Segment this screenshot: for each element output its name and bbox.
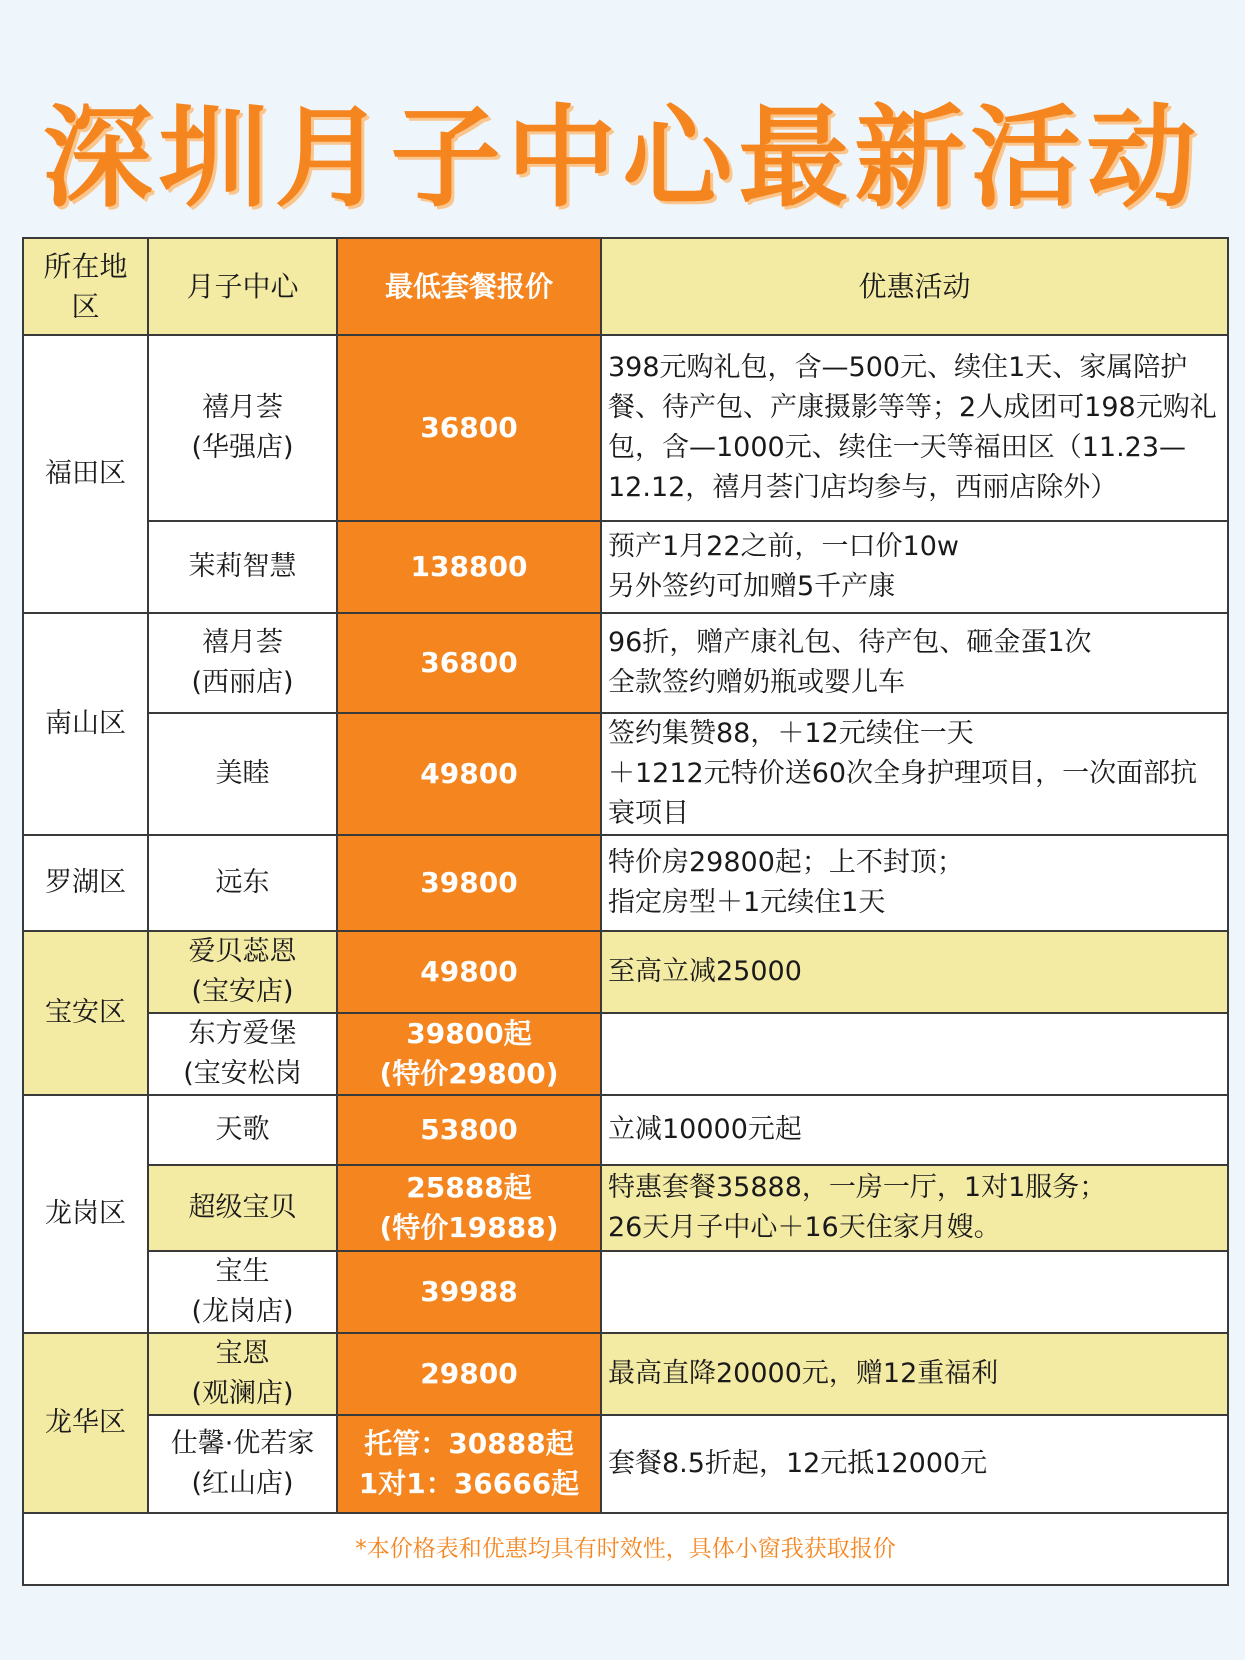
- promo-cell: [601, 1013, 1228, 1095]
- table-row: [23, 1165, 1228, 1251]
- price-cell: 25888起 (特价19888): [337, 1165, 601, 1251]
- promo-cell: 最高直降20000元，赠12重福利: [601, 1333, 1228, 1415]
- promo-cell: 398元购礼包，含—500元、续住1天、家属陪护餐、待产包、产康摄影等等；2人成团可198元购礼包，含—1000元、续住一天等福田区（11.23—12.12，禧月荟门店均参与，西丽店除外）: [601, 335, 1228, 521]
- header-area: 所在地区: [23, 238, 148, 335]
- table-row: [23, 1095, 1228, 1165]
- promo-cell: 特价房29800起；上不封顶； 指定房型＋1元续住1天: [601, 835, 1228, 931]
- promo-cell: 立减10000元起: [601, 1095, 1228, 1165]
- center-name: 远东: [148, 835, 337, 931]
- promo-cell: 套餐8.5折起，12元抵12000元: [601, 1415, 1228, 1513]
- center-name: 茉莉智慧: [148, 521, 337, 613]
- center-name: 东方爱堡 (宝安松岗: [148, 1013, 337, 1095]
- center-name: 宝生 (龙岗店): [148, 1251, 337, 1333]
- header-center: 月子中心: [148, 238, 337, 335]
- header-promo: 优惠活动: [601, 238, 1228, 335]
- table-row: [23, 931, 1228, 1013]
- price-table: [22, 237, 1229, 1586]
- promo-cell: 签约集赞88，＋12元续住一天 ＋1212元特价送60次全身护理项目，一次面部抗衰项目: [601, 713, 1228, 835]
- table-row: [23, 1251, 1228, 1333]
- price-cell: 39800: [337, 835, 601, 931]
- promo-cell: 至高立减25000: [601, 931, 1228, 1013]
- district-cell: 福田区: [23, 335, 148, 613]
- center-name: 禧月荟 (西丽店): [148, 613, 337, 713]
- price-cell: 托管：30888起 1对1：36666起: [337, 1415, 601, 1513]
- center-name: 爱贝蕊恩 (宝安店): [148, 931, 337, 1013]
- table-row: [23, 335, 1228, 521]
- table-row: [23, 1013, 1228, 1095]
- district-cell: 宝安区: [23, 931, 148, 1095]
- footnote: *本价格表和优惠均具有时效性，具体小窗我获取报价: [23, 1513, 1228, 1585]
- header-price: 最低套餐报价: [337, 238, 601, 335]
- center-name: 禧月荟 (华强店): [148, 335, 337, 521]
- center-name: 仕馨·优若家 (红山店): [148, 1415, 337, 1513]
- center-name: 天歌: [148, 1095, 337, 1165]
- table-row: [23, 1415, 1228, 1513]
- table-header-row: [23, 238, 1228, 335]
- page-title: 深圳月子中心最新活动: [42, 94, 1203, 222]
- promo-cell: 96折，赠产康礼包、待产包、砸金蛋1次 全款签约赠奶瓶或婴儿车: [601, 613, 1228, 713]
- district-cell: 龙华区: [23, 1333, 148, 1513]
- price-cell: 29800: [337, 1333, 601, 1415]
- price-cell: 49800: [337, 931, 601, 1013]
- table-row: [23, 613, 1228, 713]
- table-row: [23, 1333, 1228, 1415]
- price-cell: 49800: [337, 713, 601, 835]
- district-cell: 龙岗区: [23, 1095, 148, 1333]
- price-cell: 39988: [337, 1251, 601, 1333]
- price-cell: 53800: [337, 1095, 601, 1165]
- center-name: 超级宝贝: [148, 1165, 337, 1251]
- table-row: [23, 713, 1228, 835]
- promo-cell: [601, 1251, 1228, 1333]
- district-cell: 南山区: [23, 613, 148, 835]
- price-cell: 39800起 (特价29800): [337, 1013, 601, 1095]
- price-cell: 138800: [337, 521, 601, 613]
- district-cell: 罗湖区: [23, 835, 148, 931]
- center-name: 美睦: [148, 713, 337, 835]
- price-cell: 36800: [337, 335, 601, 521]
- table-row: [23, 521, 1228, 613]
- promo-cell: 特惠套餐35888，一房一厅，1对1服务； 26天月子中心＋16天住家月嫂。: [601, 1165, 1228, 1251]
- table-row: [23, 835, 1228, 931]
- footnote-row: [23, 1513, 1228, 1585]
- center-name: 宝恩 (观澜店): [148, 1333, 337, 1415]
- promo-cell: 预产1月22之前，一口价10w 另外签约可加赠5千产康: [601, 521, 1228, 613]
- price-table-wrapper: [22, 237, 1227, 1586]
- price-cell: 36800: [337, 613, 601, 713]
